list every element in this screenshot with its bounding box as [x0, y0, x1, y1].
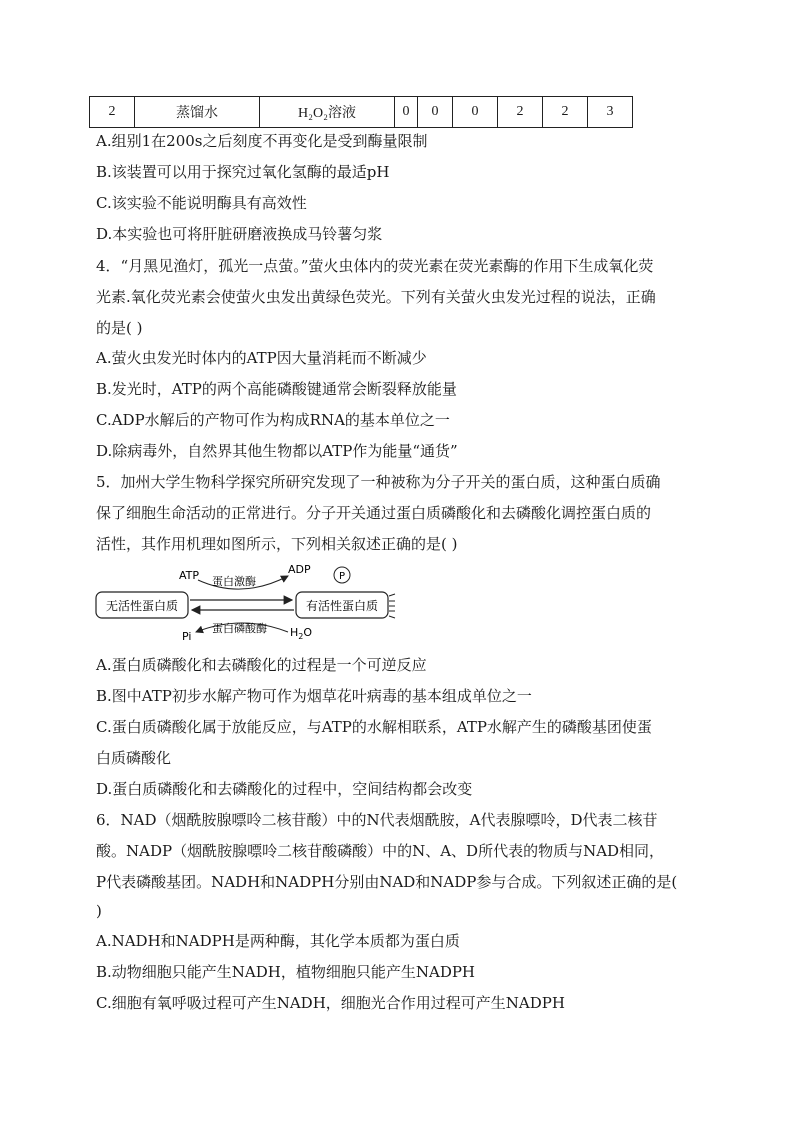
h2o-label — [290, 626, 312, 641]
q5-stem-line-3: 活性，其作用机理如图所示，下列相关叙述正确的是( ) — [96, 535, 458, 553]
table-cell: 0 — [418, 97, 453, 128]
active-site-marks — [389, 594, 395, 618]
q4-stem-line-1: 4．“月黑见渔灯，孤光一点萤。”萤火虫体内的荧光素在荧光素酶的作用下生成氧化荧 — [96, 257, 654, 275]
adp-label: ADP — [288, 563, 311, 576]
table-cell: 0 — [395, 97, 418, 128]
pi-label: Pi — [182, 630, 192, 643]
h2o-o: O — [303, 626, 313, 639]
q4-option-b: B.发光时，ATP的两个高能磷酸键通常会断裂释放能量 — [96, 380, 457, 398]
q5-option-b: B.图中ATP初步水解产物可作为烟草花叶病毒的基本组成单位之一 — [96, 687, 532, 705]
table-row — [90, 97, 633, 128]
q6-stem-line-1: 6．NAD（烟酰胺腺嘌呤二核苷酸）中的N代表烟酰胺，A代表腺嘌呤，D代表二核苷 — [96, 811, 658, 829]
q4-option-d: D.除病毒外，自然界其他生物都以ATP作为能量“通货” — [96, 442, 458, 460]
table-cell: 2 — [543, 97, 588, 128]
q6-stem-line-2: 酸。NADP（烟酰胺腺嘌呤二核苷酸磷酸）中的N、A、D所代表的物质与NAD相同， — [96, 842, 665, 860]
phosphorylation-diagram — [92, 562, 422, 646]
q5-option-a: A.蛋白质磷酸化和去磷酸化的过程是一个可逆反应 — [96, 656, 427, 674]
table-cell: 0 — [453, 97, 498, 128]
table-cell: 3 — [588, 97, 633, 128]
phosphatase-label: 蛋白磷酸酶 — [212, 622, 267, 635]
inactive-protein-label: 无活性蛋白质 — [105, 599, 179, 613]
q4-stem-line-2: 光素.氧化荧光素会使萤火虫发出黄绿色荧光。下列有关萤火虫发光过程的说法，正确 — [96, 288, 656, 306]
q6-option-a: A.NADH和NADPH是两种酶，其化学本质都为蛋白质 — [96, 932, 460, 950]
q4-option-a: A.萤火虫发光时体内的ATP因大量消耗而不断减少 — [96, 349, 427, 367]
q3-option-b: B.该装置可以用于探究过氧化氢酶的最适pH — [96, 163, 390, 181]
table-cell: 2 — [90, 97, 135, 128]
table-cell: 2 — [498, 97, 543, 128]
h2o-sub: 2 — [298, 632, 304, 641]
phosphate-circle-label: P — [338, 571, 346, 582]
experiment-table — [89, 96, 633, 128]
atp-label: ATP — [179, 569, 200, 582]
q5-option-c-line-2: 白质磷酸化 — [96, 749, 172, 767]
q6-option-b: B.动物细胞只能产生NADH，植物细胞只能产生NADPH — [96, 963, 476, 981]
q3-option-d: D.本实验也可将肝脏研磨液换成马铃薯匀浆 — [96, 225, 383, 243]
q3-option-a: A.组别1在200s之后刻度不再变化是受到酶量限制 — [96, 132, 428, 150]
q4-stem-line-3: 的是( ) — [96, 319, 143, 337]
kinase-label: 蛋白激酶 — [212, 575, 256, 588]
q3-option-c: C.该实验不能说明酶具有高效性 — [96, 194, 307, 212]
q5-stem-line-2: 保了细胞生命活动的正常进行。分子开关通过蛋白质磷酸化和去磷酸化调控蛋白质的 — [96, 504, 652, 522]
q5-stem-line-1: 5．加州大学生物科学探究所研究发现了一种被称为分子开关的蛋白质，这种蛋白质确 — [96, 473, 661, 491]
active-protein-label: 有活性蛋白质 — [305, 599, 379, 613]
table-cell: H₂O₂溶液 — [260, 97, 395, 128]
table-cell: 蒸馏水 — [135, 97, 260, 128]
q5-option-c-line-1: C.蛋白质磷酸化属于放能反应，与ATP的水解相联系，ATP水解产生的磷酸基团使蛋 — [96, 718, 652, 736]
q5-option-d: D.蛋白质磷酸化和去磷酸化的过程中，空间结构都会改变 — [96, 780, 473, 798]
q6-stem-line-4: ) — [96, 902, 102, 920]
h2o-h: H — [290, 626, 299, 639]
q6-stem-line-3: P代表磷酸基团。NADH和NADPH分别由NAD和NADP参与合成。下列叙述正确的是( — [96, 873, 678, 891]
q4-option-c: C.ADP水解后的产物可作为构成RNA的基本单位之一 — [96, 411, 450, 429]
q6-option-c: C.细胞有氧呼吸过程可产生NADH，细胞光合作用过程可产生NADPH — [96, 994, 565, 1012]
